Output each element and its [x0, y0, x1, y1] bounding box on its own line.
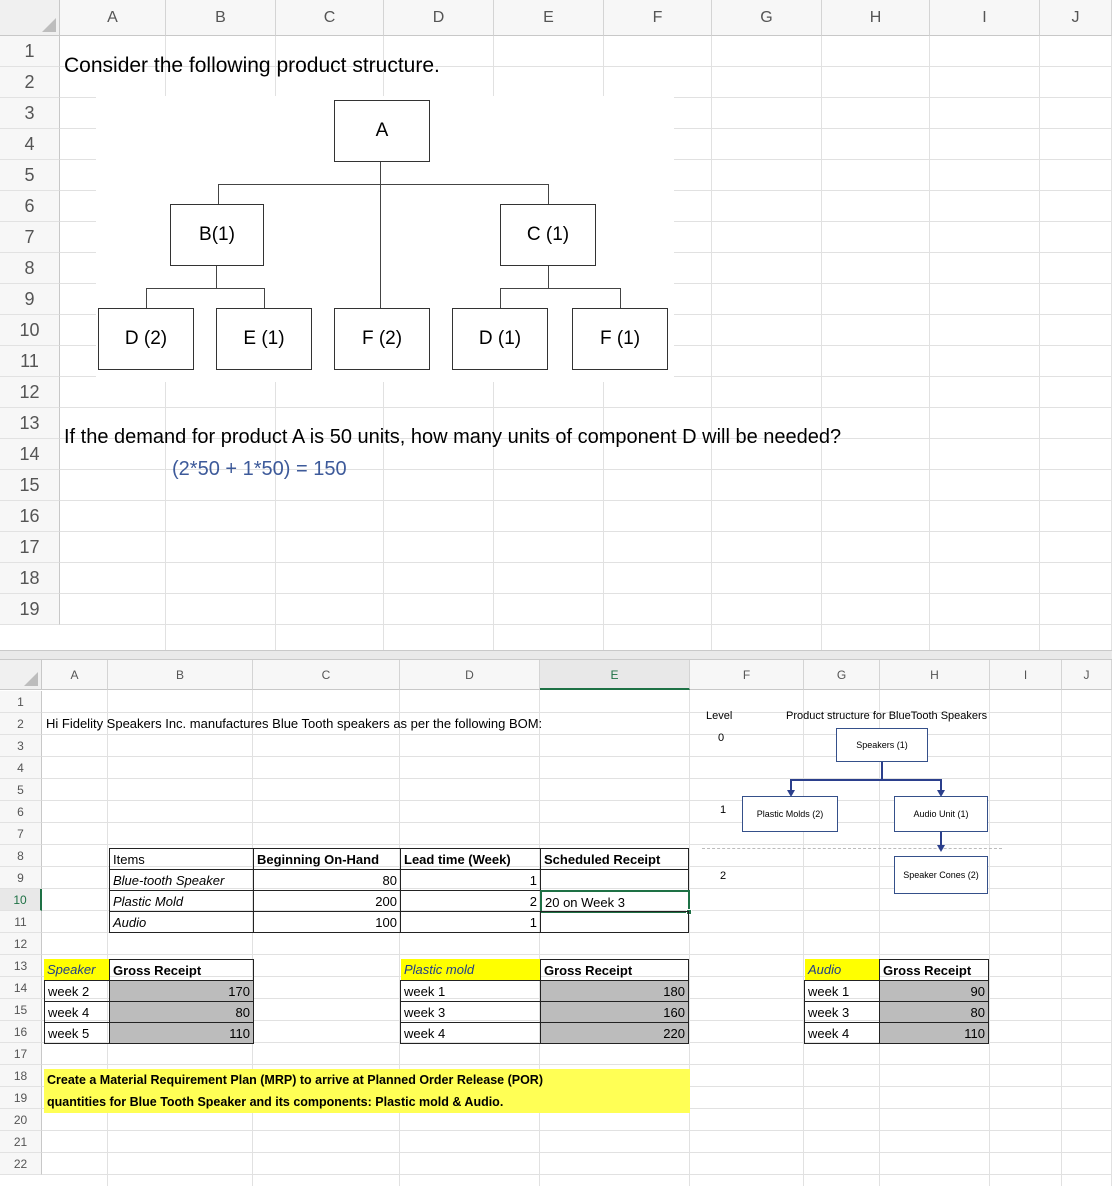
node-d2: D (2) [98, 308, 194, 370]
row-header-1[interactable]: 1 [0, 36, 60, 67]
node-f1: F (1) [572, 308, 668, 370]
node-audio-unit: Audio Unit (1) [894, 796, 988, 832]
bom-diagram [700, 700, 1008, 900]
row-header-8[interactable]: 8 [0, 845, 42, 867]
grid-line [60, 500, 1112, 501]
row-header-8[interactable]: 8 [0, 253, 60, 284]
column-header-e[interactable]: E [540, 660, 690, 690]
node-f2: F (2) [334, 308, 430, 370]
item-cell[interactable]: Audio [109, 911, 254, 933]
spreadsheet-bottom [0, 660, 1112, 1186]
header-items[interactable]: Items [109, 848, 254, 870]
node-plastic-molds: Plastic Molds (2) [742, 796, 838, 832]
connector [548, 266, 549, 288]
gross-receipt-cell[interactable]: 110 [109, 1022, 254, 1044]
grid-line [60, 562, 1112, 563]
instruction-line-1: Create a Material Requirement Plan (MRP) to arrive at Planned Order Release (POR) [47, 1073, 543, 1087]
row-header-5[interactable]: 5 [0, 779, 42, 801]
audio-label[interactable]: Audio [805, 959, 880, 981]
row-header-4[interactable]: 4 [0, 129, 60, 160]
scheduled-receipt-cell[interactable] [540, 869, 689, 891]
on-hand-cell[interactable]: 200 [253, 890, 401, 912]
row-header-6[interactable]: 6 [0, 801, 42, 823]
grid-line [42, 1152, 1112, 1153]
on-hand-cell[interactable]: 100 [253, 911, 401, 933]
connector [790, 779, 942, 781]
week-cell[interactable]: week 4 [44, 1001, 110, 1023]
node-speakers: Speakers (1) [836, 728, 928, 762]
select-all-corner[interactable] [0, 660, 42, 690]
gross-receipt-cell[interactable]: 220 [540, 1022, 689, 1044]
plastic-mold-label[interactable]: Plastic mold [401, 959, 541, 981]
week-cell[interactable]: week 1 [804, 980, 880, 1002]
row-header-13[interactable]: 13 [0, 408, 60, 439]
column-header-i[interactable]: I [930, 0, 1040, 36]
grid-line [60, 624, 1112, 625]
row-header-7[interactable]: 7 [0, 222, 60, 253]
plastic-gross-header[interactable]: Gross Receipt [540, 959, 689, 981]
level-divider [702, 848, 1002, 849]
connector [264, 288, 265, 308]
row-header-22[interactable]: 22 [0, 1153, 42, 1175]
connector [940, 832, 942, 846]
node-d1: D (1) [452, 308, 548, 370]
row-header-7[interactable]: 7 [0, 823, 42, 845]
row-header-19[interactable]: 19 [0, 594, 60, 625]
node-e1: E (1) [216, 308, 312, 370]
connector [146, 288, 264, 289]
grid-line [60, 407, 1112, 408]
level-1: 1 [720, 804, 727, 816]
column-header-c[interactable]: C [253, 660, 400, 690]
selected-cell-e10[interactable]: 20 on Week 3 [540, 890, 690, 913]
row-header-19[interactable]: 19 [0, 1087, 42, 1109]
gross-receipt-cell[interactable]: 80 [879, 1001, 989, 1023]
row-header-13[interactable]: 13 [0, 955, 42, 977]
row-header-16[interactable]: 16 [0, 501, 60, 532]
lead-time-cell[interactable]: 2 [400, 890, 541, 912]
column-header-d[interactable]: D [400, 660, 540, 690]
row-header-6[interactable]: 6 [0, 191, 60, 222]
item-cell[interactable]: Plastic Mold [109, 890, 254, 912]
column-header-a[interactable]: A [42, 660, 108, 690]
answer-text: (2*50 + 1*50) = 150 [172, 458, 347, 480]
column-header-b[interactable]: B [108, 660, 253, 690]
lead-time-cell[interactable]: 1 [400, 911, 541, 933]
audio-gross-header[interactable]: Gross Receipt [879, 959, 989, 981]
product-structure-diagram [96, 96, 674, 382]
connector [146, 288, 147, 308]
row-header-2[interactable]: 2 [0, 713, 42, 735]
grid-line [60, 531, 1112, 532]
row-header-18[interactable]: 18 [0, 1065, 42, 1087]
column-header-e[interactable]: E [494, 0, 604, 36]
level-0: 0 [718, 732, 725, 744]
week-cell[interactable]: week 3 [400, 1001, 541, 1023]
row-header-11[interactable]: 11 [0, 911, 42, 933]
row-header-17[interactable]: 17 [0, 532, 60, 563]
column-header-f[interactable]: F [690, 660, 804, 690]
row-header-4[interactable]: 4 [0, 757, 42, 779]
row-header-3[interactable]: 3 [0, 735, 42, 757]
row-header-14[interactable]: 14 [0, 977, 42, 999]
week-cell[interactable]: week 2 [44, 980, 110, 1002]
gross-receipt-cell[interactable]: 180 [540, 980, 689, 1002]
column-header-a[interactable]: A [60, 0, 166, 36]
column-header-j[interactable]: J [1040, 0, 1112, 36]
column-header-c[interactable]: C [276, 0, 384, 36]
row-header-21[interactable]: 21 [0, 1131, 42, 1153]
column-header-h[interactable]: H [822, 0, 930, 36]
grid-line [42, 1174, 1112, 1175]
row-header-2[interactable]: 2 [0, 67, 60, 98]
row-header-9[interactable]: 9 [0, 867, 42, 889]
gross-receipt-cell[interactable]: 170 [109, 980, 254, 1002]
connector [500, 288, 620, 289]
row-header-12[interactable]: 12 [0, 933, 42, 955]
header-scheduled-receipt[interactable]: Scheduled Receipt [540, 848, 689, 870]
level-2: 2 [720, 870, 727, 882]
node-b: B(1) [170, 204, 264, 266]
speaker-label[interactable]: Speaker [44, 959, 109, 981]
scheduled-receipt-cell[interactable] [540, 911, 689, 933]
question-text: If the demand for product A is 50 units, how many units of component D will be needed? [64, 426, 842, 448]
node-a: A [334, 100, 430, 162]
row-header-16[interactable]: 16 [0, 1021, 42, 1043]
bom-title: Product structure for BlueTooth Speakers [786, 710, 988, 722]
column-header-b[interactable]: B [166, 0, 276, 36]
instruction-line-2: quantities for Blue Tooth Speaker and its components: Plastic mold & Audio. [47, 1095, 504, 1109]
row-header-17[interactable]: 17 [0, 1043, 42, 1065]
row-header-1[interactable]: 1 [0, 691, 42, 713]
connector [548, 184, 549, 204]
connector [218, 184, 548, 185]
grid-line [42, 1130, 1112, 1131]
week-cell[interactable]: week 5 [44, 1022, 110, 1044]
item-cell[interactable]: Blue-tooth Speaker [109, 869, 254, 891]
connector [620, 288, 621, 308]
intro-text: Hi Fidelity Speakers Inc. manufactures Blue Tooth speakers as per the following BOM: [46, 716, 543, 731]
row-header-20[interactable]: 20 [0, 1109, 42, 1131]
sheet-divider [0, 650, 1112, 660]
column-header-g[interactable]: G [712, 0, 822, 36]
column-header-f[interactable]: F [604, 0, 712, 36]
row-header-5[interactable]: 5 [0, 160, 60, 191]
gross-receipt-cell[interactable]: 80 [109, 1001, 254, 1023]
column-header-j[interactable]: J [1062, 660, 1112, 690]
connector [881, 762, 883, 780]
grid-line [60, 593, 1112, 594]
connector [218, 184, 219, 204]
connector [216, 266, 217, 288]
row-header-15[interactable]: 15 [0, 999, 42, 1021]
on-hand-cell[interactable]: 80 [253, 869, 401, 891]
row-header-10[interactable]: 10 [0, 889, 42, 911]
header-lead-time[interactable]: Lead time (Week) [400, 848, 541, 870]
node-speaker-cones: Speaker Cones (2) [894, 856, 988, 894]
speaker-gross-header[interactable]: Gross Receipt [109, 959, 254, 981]
column-header-i[interactable]: I [990, 660, 1062, 690]
week-cell[interactable]: week 4 [400, 1022, 541, 1044]
sheet1-title: Consider the following product structure. [64, 54, 440, 77]
lead-time-cell[interactable]: 1 [400, 869, 541, 891]
row-header-9[interactable]: 9 [0, 284, 60, 315]
row-header-14[interactable]: 14 [0, 439, 60, 470]
connector [500, 288, 501, 308]
select-all-corner[interactable] [0, 0, 60, 36]
row-header-18[interactable]: 18 [0, 563, 60, 594]
row-header-11[interactable]: 11 [0, 346, 60, 377]
gross-receipt-cell[interactable]: 90 [879, 980, 989, 1002]
level-label: Level [706, 710, 733, 722]
gross-receipt-cell[interactable]: 110 [879, 1022, 989, 1044]
gross-receipt-cell[interactable]: 160 [540, 1001, 689, 1023]
header-on-hand[interactable]: Beginning On-Hand [253, 848, 401, 870]
column-header-d[interactable]: D [384, 0, 494, 36]
column-header-g[interactable]: G [804, 660, 880, 690]
row-header-3[interactable]: 3 [0, 98, 60, 129]
week-cell[interactable]: week 3 [804, 1001, 880, 1023]
row-header-15[interactable]: 15 [0, 470, 60, 501]
column-header-h[interactable]: H [880, 660, 990, 690]
week-cell[interactable]: week 4 [804, 1022, 880, 1044]
row-header-12[interactable]: 12 [0, 377, 60, 408]
grid-line [1061, 690, 1062, 1186]
node-c: C (1) [500, 204, 596, 266]
grid-line [42, 954, 1112, 955]
row-header-10[interactable]: 10 [0, 315, 60, 346]
week-cell[interactable]: week 1 [400, 980, 541, 1002]
arrow-down-icon [937, 845, 945, 852]
grid-line [42, 1064, 1112, 1065]
